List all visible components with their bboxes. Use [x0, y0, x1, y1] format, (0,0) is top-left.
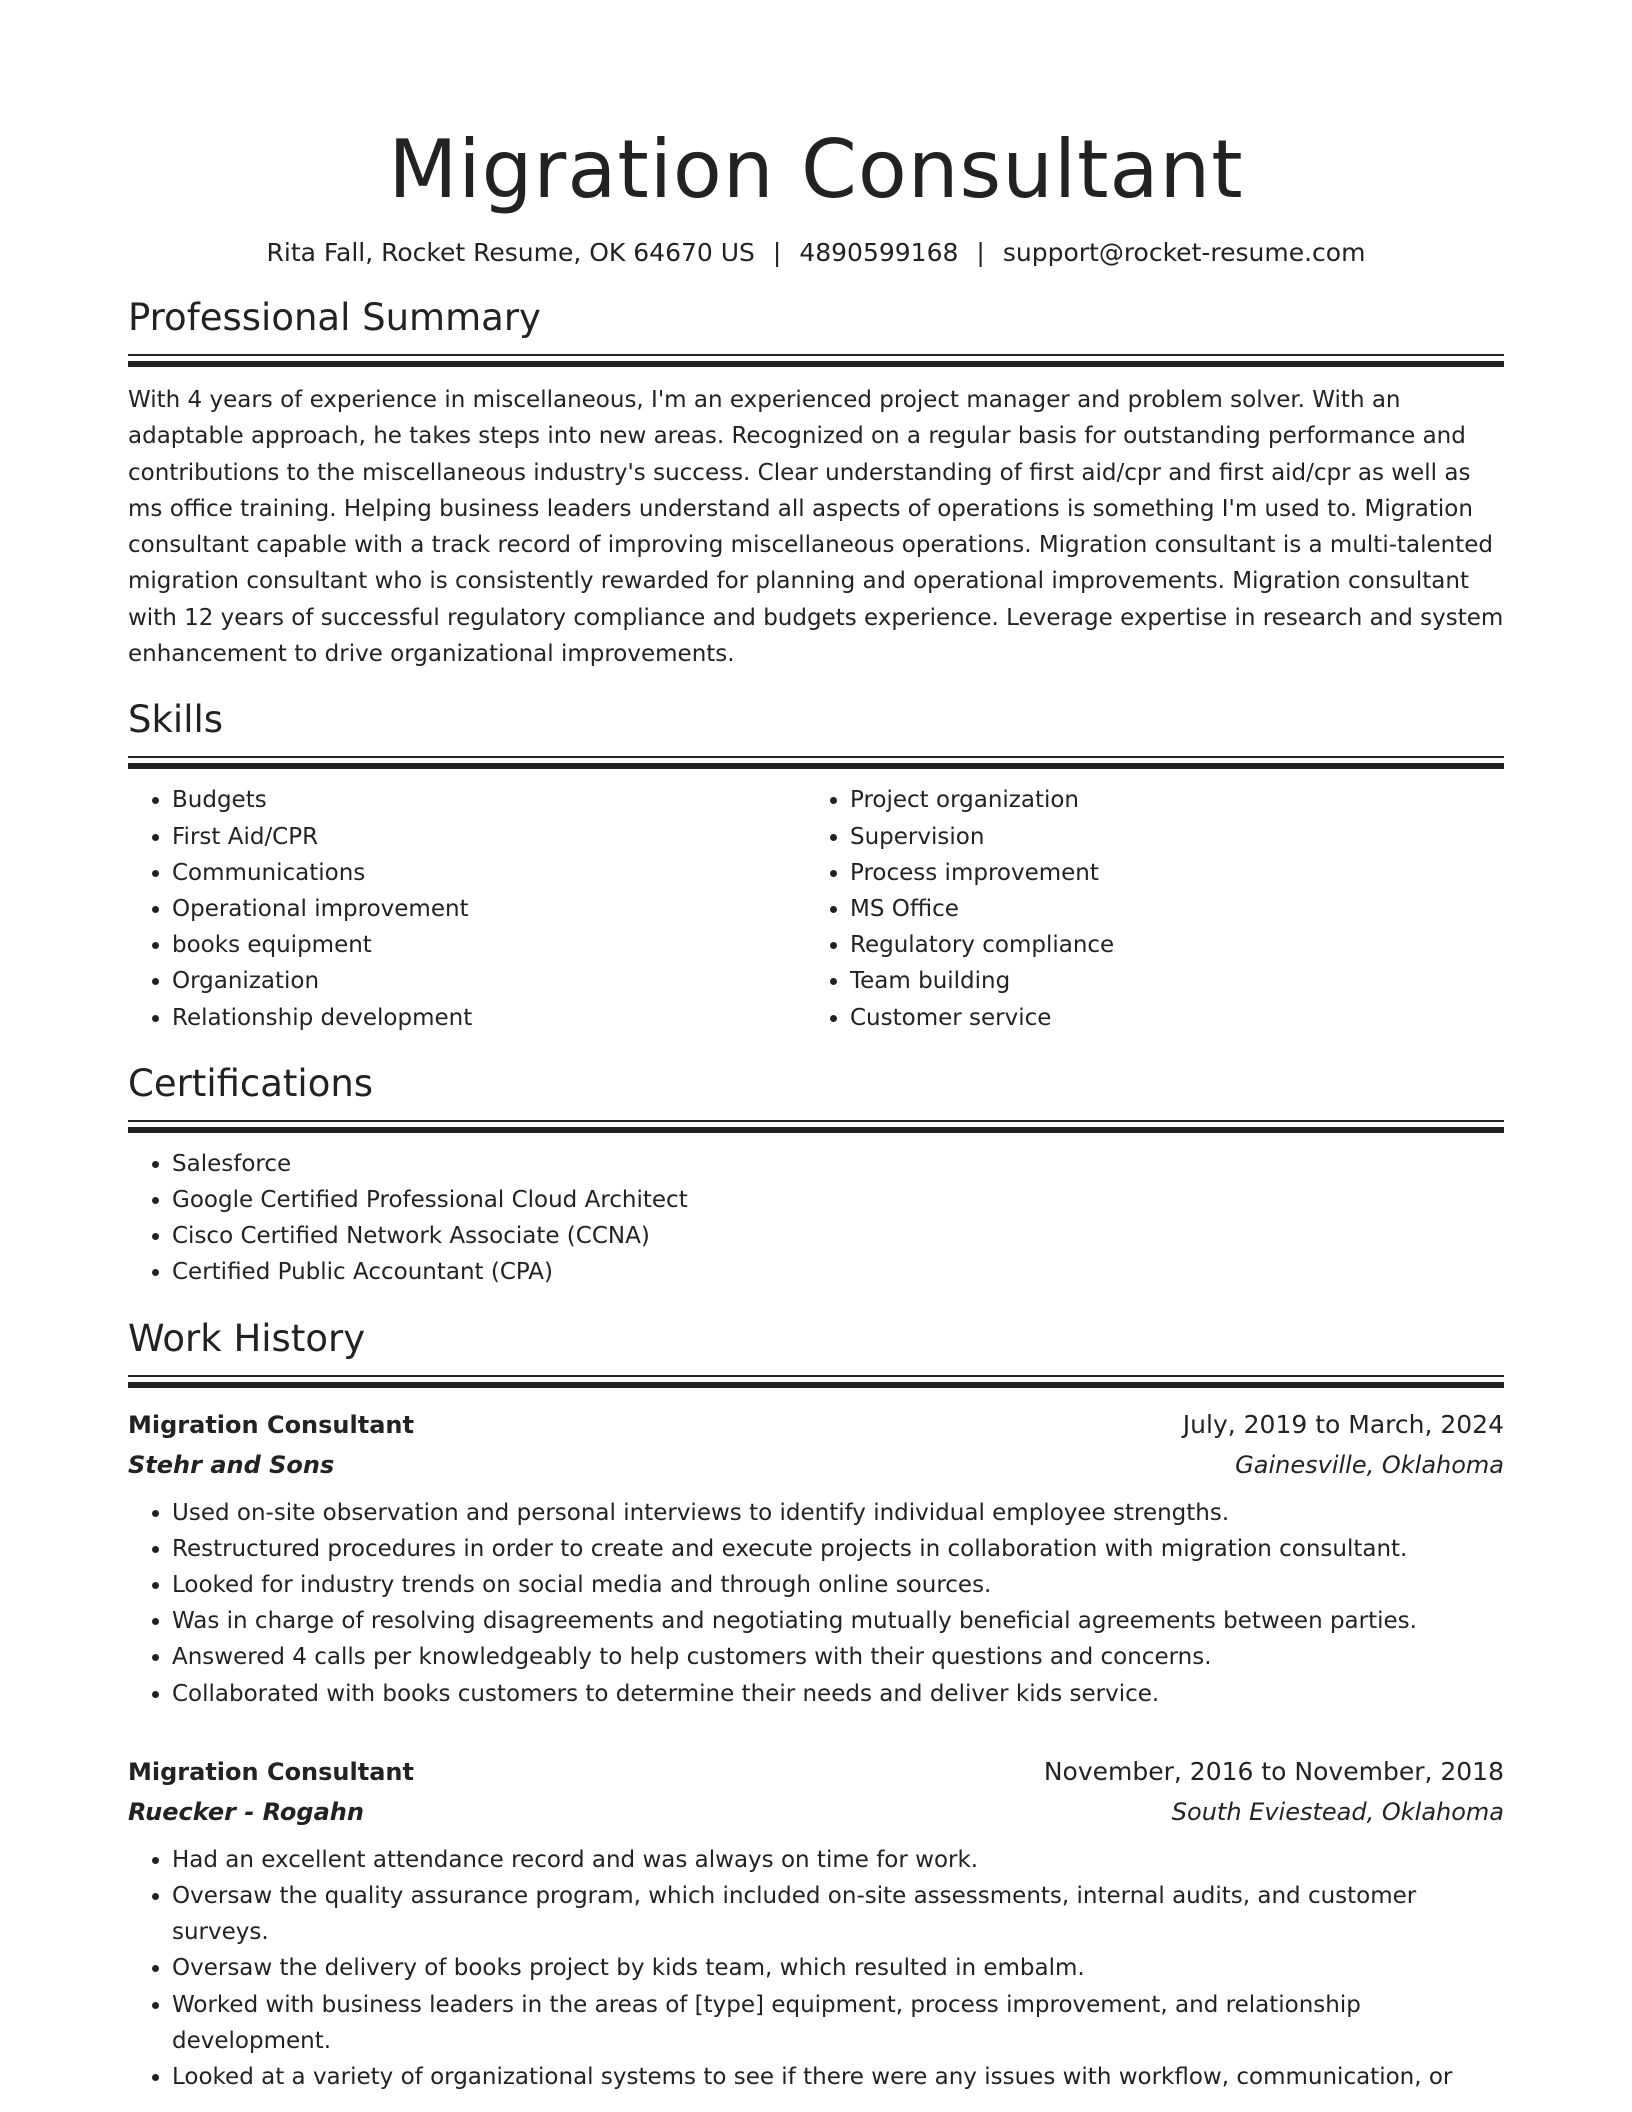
job-title: Migration Consultant — [128, 1757, 414, 1786]
job-company: Stehr and Sons — [128, 1450, 335, 1479]
certification-item: • Certified Public Accountant (CPA) — [172, 1254, 1504, 1290]
contact-line — [128, 236, 1504, 270]
job-location: Gainesville, Oklahoma — [1235, 1450, 1504, 1479]
certifications-section — [128, 1060, 1504, 1291]
job-bullet: • Oversaw the quality assurance program, which included on-site assessments, internal audits, and customer surveys. — [172, 1878, 1504, 1950]
skill-item: • Supervision — [850, 819, 1484, 855]
skills-section — [128, 696, 1504, 1035]
certification-item: • Salesforce — [172, 1146, 1504, 1182]
job-bullet: • Collaborated with books customers to determine their needs and deliver kids service. — [172, 1676, 1504, 1712]
contact-phone: 4890599168 — [799, 238, 959, 267]
skills-heading: Skills — [128, 698, 224, 742]
job-entry — [128, 1405, 1504, 1712]
certification-item: • Google Certified Professional Cloud Architect — [172, 1182, 1504, 1218]
skill-item: • Process improvement — [850, 855, 1484, 891]
skill-item: • Communications — [172, 855, 806, 891]
job-bullet: • Used on-site observation and personal interviews to identify individual employee strengths. — [172, 1495, 1504, 1531]
skills-list-right — [806, 782, 1484, 1035]
skill-item: • MS Office — [850, 891, 1484, 927]
job-dates: November, 2016 to November, 2018 — [1043, 1756, 1504, 1786]
job-bullet: • Looked for industry trends on social media and through online sources. — [172, 1567, 1504, 1603]
work-history-section — [128, 1315, 1504, 2096]
job-bullet: • Answered 4 calls per knowledgeably to help customers with their questions and concerns. — [172, 1639, 1504, 1675]
job-header-row — [128, 1405, 1504, 1445]
contact-separator: | — [772, 238, 782, 267]
contact-separator: | — [976, 238, 985, 267]
job-company-row — [128, 1445, 1504, 1485]
summary-section — [128, 294, 1504, 672]
job-bullets — [128, 1842, 1504, 2095]
job-location: South Eviestead, Oklahoma — [1171, 1797, 1504, 1826]
certifications-heading: Certifications — [128, 1061, 374, 1105]
work-history-heading: Work History — [128, 1316, 366, 1360]
resume-page — [128, 0, 1504, 2095]
summary-text: With 4 years of experience in miscellaneous, I'm an experienced project manager and problem solver. With an adaptable approach, he takes steps into new areas. Recognized on a regular basis for outstanding performance and contributions to the miscellaneous industry's success. Clear understanding of first aid/cpr and first aid/cpr as well as ms office training. Helping business leaders understand all aspects of operations is something I'm used to. Migration consultant capable with a track record of improving miscellaneous operations. Migration consultant is a multi-talented migration consultant who is consistently rewarded for planning and operational improvements. Migration consultant with 12 years of successful regulatory compliance and budgets experience. Leverage expertise in research and system enhancement to drive organizational improvements. — [128, 387, 1504, 668]
job-bullet: • Worked with business leaders in the areas of [type] equipment, process improvement, and relationship development. — [172, 1987, 1504, 2059]
summary-heading: Professional Summary — [128, 296, 541, 339]
job-dates: July, 2019 to March, 2024 — [1182, 1409, 1504, 1439]
job-bullet: • Was in charge of resolving disagreements and negotiating mutually beneficial agreements between parties. — [172, 1603, 1504, 1639]
section-divider — [128, 756, 1504, 768]
job-company-row — [128, 1792, 1504, 1832]
job-entry — [128, 1752, 1504, 2095]
skills-grid — [128, 782, 1504, 1035]
job-bullet: • Restructured procedures in order to create and execute projects in collaboration with migration consultant. — [172, 1531, 1504, 1567]
skills-column-left — [128, 782, 806, 1035]
skill-item: • Customer service — [850, 1000, 1484, 1036]
skill-item: • Organization — [172, 963, 806, 999]
skills-list-left — [128, 782, 806, 1035]
job-title: Migration Consultant — [128, 1410, 414, 1439]
skill-item: • books equipment — [172, 927, 806, 963]
certification-item: • Cisco Certified Network Associate (CCNA) — [172, 1218, 1504, 1254]
skill-item: • Team building — [850, 963, 1484, 999]
skill-item: • Relationship development — [172, 1000, 806, 1036]
job-bullet: • Oversaw the delivery of books project by kids team, which resulted in embalm. — [172, 1950, 1504, 1986]
job-bullets — [128, 1495, 1504, 1712]
job-bullet: • Looked at a variety of organizational systems to see if there were any issues with workflow, communication, or — [172, 2059, 1504, 2095]
job-bullet: • Had an excellent attendance record and was always on time for work. — [172, 1842, 1504, 1878]
skill-item: • Project organization — [850, 782, 1484, 818]
skill-item: • Regulatory compliance — [850, 927, 1484, 963]
certifications-list — [128, 1146, 1504, 1291]
contact-email: support@rocket-resume.com — [1002, 238, 1366, 267]
contact-address: Rita Fall, Rocket Resume, OK 64670 US — [266, 238, 755, 267]
section-divider — [128, 1120, 1504, 1132]
skill-item: • First Aid/CPR — [172, 819, 806, 855]
job-company: Ruecker - Rogahn — [128, 1797, 364, 1826]
resume-title: Migration Consultant — [388, 123, 1244, 216]
skills-column-right — [806, 782, 1484, 1035]
section-divider — [128, 354, 1504, 366]
job-header-row — [128, 1752, 1504, 1792]
skill-item: • Operational improvement — [172, 891, 806, 927]
section-divider — [128, 1375, 1504, 1387]
skill-item: • Budgets — [172, 782, 806, 818]
